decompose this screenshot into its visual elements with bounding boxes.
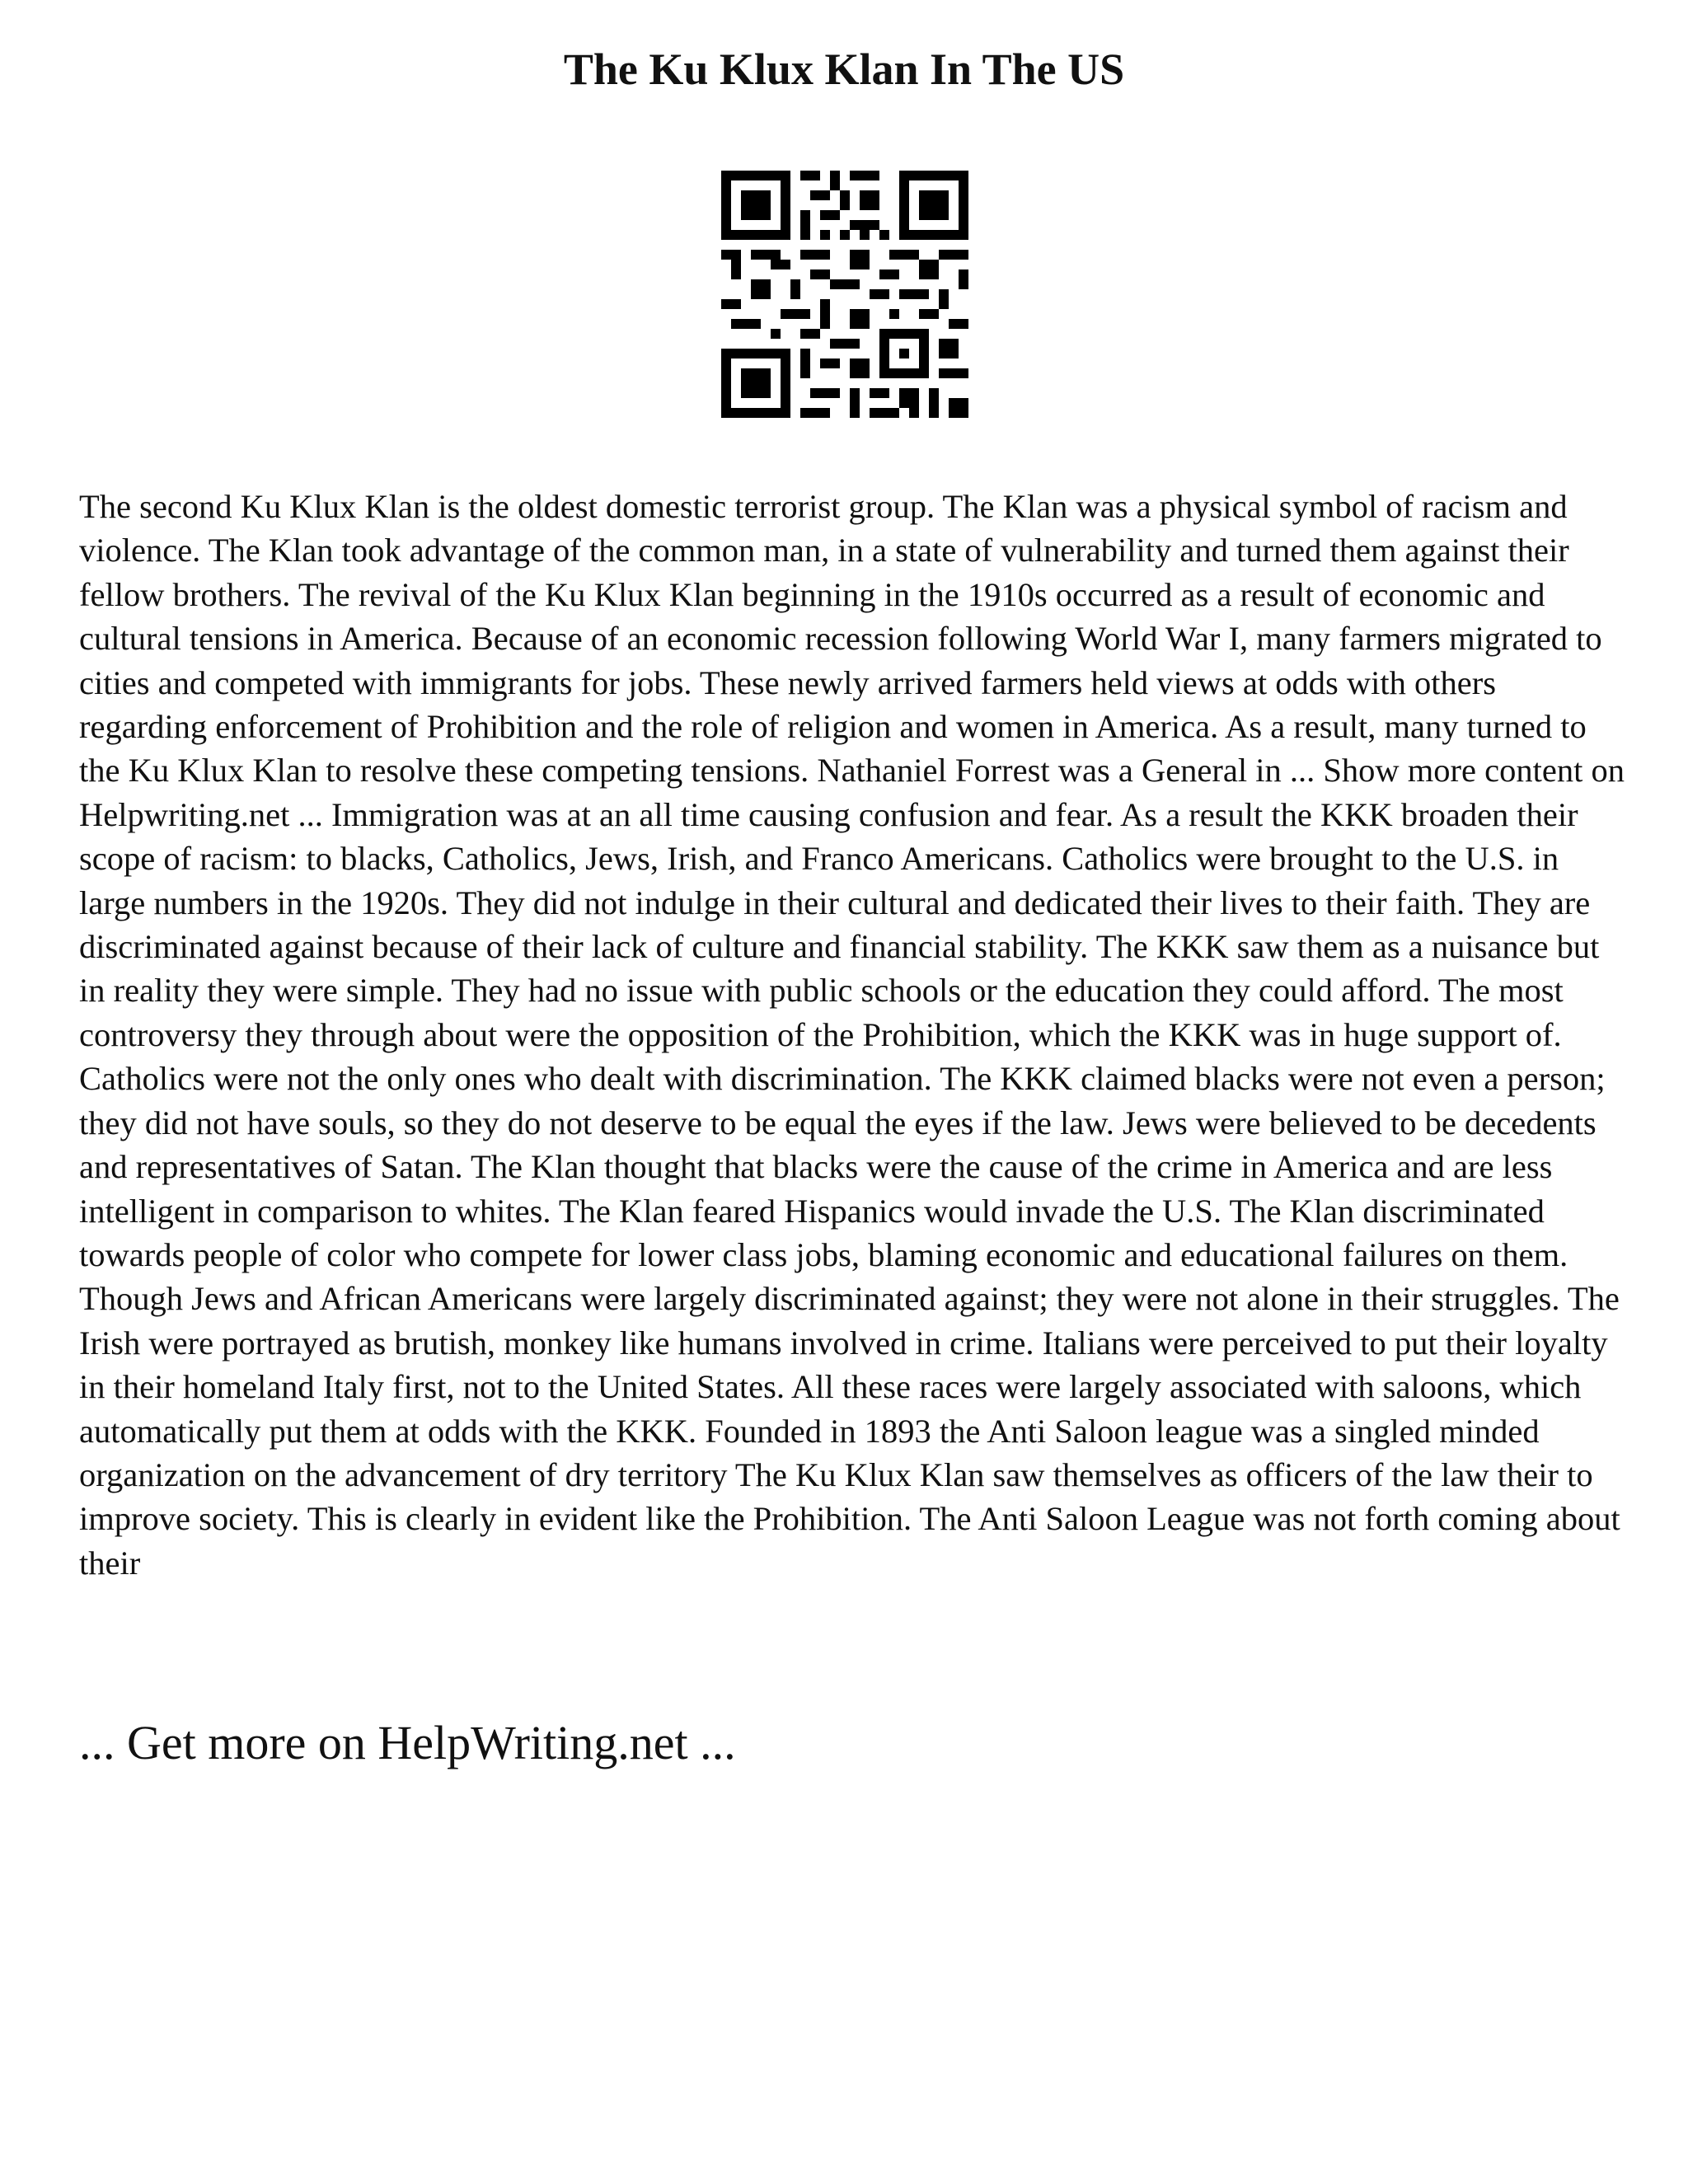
get-more-link[interactable]: ... Get more on HelpWriting.net ... <box>79 1716 736 1769</box>
article-body: The second Ku Klux Klan is the oldest domestic terrorist group. The Klan was a physical symbol of racism and violence. The Klan took advantage of the common man, in a state of vulnerability and turned them against their fellow brothers. The revival of the Ku Klux Klan beginning in the 1910s occurred as a result of economic and cultural tensions in America. Because of an economic recession following World War I, many farmers migrated to cities and competed with immigrants for jobs. These newly arrived farmers held views at odds with others regarding enforcement of Prohibition and the role of religion and women in America. As a result, many turned to the Ku Klux Klan to resolve these competing tensions. Nathaniel Forrest was a General in ... Show more content on Helpwriting.net ... Immigration was at an all time causing confusion and fear. As a result the KKK broaden their scope of racism: to blacks, Catholics, Jews, Irish, and Franco Americans. Catholics were brought to the U.S. in large numbers in the 1920s. They did not indulge in their cultural and dedicated their lives to their faith. They are discriminated against because of their lack of culture and financial stability. The KKK saw them as a nuisance but in reality they were simple. They had no issue with public schools or the education they could afford. The most controversy they through about were the opposition of the Prohibition, which the KKK was in huge support of. Catholics were not the only ones who dealt with discrimination. The KKK claimed blacks were not even a person; they did not have souls, so they do not deserve to be equal the eyes if the law. Jews were believed to be decedents and representatives of Satan. The Klan thought that blacks were the cause of the crime in America and are less intelligent in comparison to whites. The Klan feared Hispanics would invade the U.S. The Klan discriminated towards people of color who compete for lower class jobs, blaming economic and educational failures on them. Though Jews and African Americans were largely discriminated against; they were not alone in their struggles. The Irish were portrayed as brutish, monkey like humans involved in crime. Italians were perceived to put their loyalty in their homeland Italy first, not to the United States. All these races were largely associated with saloons, which automatically put them at odds with the KKK. Founded in 1893 the Anti Saloon league was a singled minded organization on the advancement of dry territory The Ku Klux Klan saw themselves as officers of the law their to improve society. This is clearly in evident like the Prohibition. The Anti Saloon League was not forth coming about their <box>79 488 1625 1582</box>
page-title: The Ku Klux Klan In The US <box>563 45 1125 94</box>
qr-code-icon <box>721 171 968 418</box>
